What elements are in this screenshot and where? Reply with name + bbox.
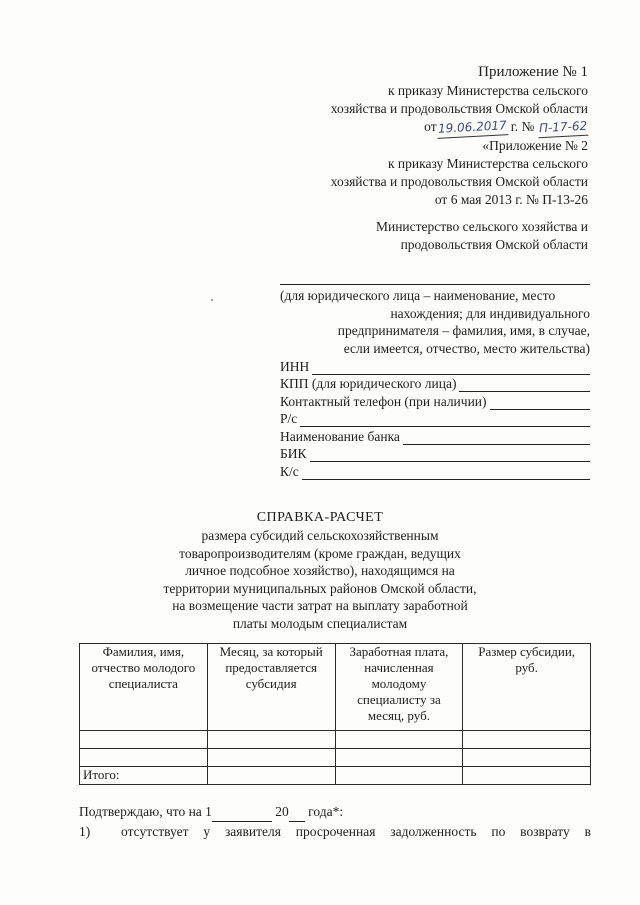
field-kpp-label: КПП (для юридического лица) — [280, 376, 457, 391]
confirm-text-b: 20 — [275, 804, 289, 819]
applicant-note-line2: нахождения; для индивидуального — [390, 305, 590, 321]
header-subsidy: Размер субсидии, руб. — [463, 644, 591, 731]
table-cell[interactable] — [463, 731, 591, 749]
field-inn-label: ИНН — [280, 358, 310, 374]
title-heading: СПРАВКА-РАСЧЕТ — [256, 510, 384, 525]
applicant-name-line[interactable] — [280, 270, 590, 285]
field-rs-blank[interactable] — [300, 414, 590, 427]
field-rs — [280, 410, 590, 428]
table-cell[interactable] — [463, 767, 591, 785]
ministry-line2: продовольствия Омской области — [400, 237, 588, 252]
confirmation-line — [79, 803, 343, 822]
table-header-row — [80, 644, 591, 731]
field-bank-label: Наименование банка — [280, 428, 400, 444]
confirm-year-blank[interactable] — [289, 803, 305, 822]
applicant-note-line3: предпринимателя – фамилия, имя, в случае, — [337, 323, 590, 338]
table-cell[interactable] — [207, 749, 335, 767]
table-cell[interactable] — [80, 731, 208, 749]
appendix-header — [258, 62, 588, 209]
title-line5: на возмещение части затрат на выплату заработной — [172, 598, 468, 613]
total-label: Итого: — [80, 767, 208, 785]
field-phone-label: Контактный телефон (при наличии) — [280, 393, 487, 409]
field-bik-label: БИК — [280, 446, 307, 461]
title-line4: территории муниципальных районов Омской области, — [163, 580, 477, 596]
appendix-2-line2: хозяйства и продовольствия Омской области — [330, 174, 588, 189]
table-cell[interactable] — [335, 749, 463, 767]
title-line3: личное подсобное хозяйство), находящимся на — [185, 563, 455, 578]
header-month: Месяц, за который предоставляется субсидия — [207, 644, 335, 731]
applicant-note — [280, 287, 590, 357]
header-name: Фамилия, имя, отчество молодого специалиста — [80, 644, 208, 731]
ministry-line1: Министерство сельского хозяйства и — [375, 219, 588, 234]
field-bank-blank[interactable] — [403, 432, 590, 445]
field-ks-label: К/с — [280, 463, 299, 479]
field-ks-blank[interactable] — [302, 467, 590, 480]
handwritten-date: 19.06.2017 — [436, 116, 508, 139]
appendix-2-date: от 6 мая 2013 г. № П-13-26 — [434, 192, 588, 207]
header-salary: Заработная плата, начисленная молодому специалисту за месяц, руб. — [335, 644, 463, 731]
field-rs-label: Р/с — [280, 411, 298, 426]
field-phone-blank[interactable] — [490, 397, 590, 410]
title-line1: размера субсидий сельскохозяйственным — [201, 528, 439, 543]
appendix-1-date — [258, 118, 588, 137]
applicant-note-line1: (для юридического лица – наименование, место — [280, 288, 556, 303]
field-inn — [280, 357, 590, 375]
field-inn-blank[interactable] — [312, 362, 590, 375]
list-item-number: 1) — [79, 824, 91, 839]
field-kpp — [280, 375, 590, 393]
list-item — [79, 823, 591, 841]
appendix-1-line1: к приказу Министерства сельского — [387, 83, 588, 98]
field-bank — [280, 427, 590, 445]
appendix-2-line1: к приказу Министерства сельского — [387, 156, 588, 171]
table-cell[interactable] — [207, 731, 335, 749]
table-row — [80, 749, 591, 767]
table-cell[interactable] — [207, 767, 335, 785]
field-kpp-blank[interactable] — [459, 379, 590, 392]
number-prefix: г. № — [510, 119, 535, 134]
table-cell[interactable] — [335, 767, 463, 785]
document-title — [0, 509, 640, 632]
date-prefix: от — [424, 119, 437, 134]
table-cell[interactable] — [463, 749, 591, 767]
confirm-text-c: года*: — [308, 804, 344, 819]
field-ks — [280, 462, 590, 480]
confirm-text-a: Подтверждаю, что на 1 — [79, 804, 212, 819]
table-cell[interactable] — [80, 749, 208, 767]
field-phone — [280, 392, 590, 410]
scan-speck — [211, 299, 213, 301]
title-line6: платы молодым специалистам — [232, 615, 408, 631]
list-item-text: отсутствует у заявителя просроченная задолженность по возврату в — [121, 824, 591, 839]
field-bik-blank[interactable] — [310, 449, 590, 462]
calculation-table — [79, 643, 591, 785]
table-row — [80, 731, 591, 749]
table-cell[interactable] — [335, 731, 463, 749]
appendix-1-line2: хозяйства и продовольствия Омской области — [330, 101, 588, 116]
title-line2: товаропроизводителям (кроме граждан, ведущих — [179, 545, 461, 561]
field-bik — [280, 445, 590, 463]
handwritten-number: П-17-62 — [537, 117, 588, 139]
appendix-2-title: «Приложение № 2 — [482, 138, 588, 153]
applicant-note-line4: если имеется, отчество, место жительства) — [343, 340, 590, 356]
appendix-1-title: Приложение № 1 — [478, 64, 588, 80]
applicant-block — [280, 270, 590, 480]
table-total-row — [80, 767, 591, 785]
confirm-date-blank[interactable] — [212, 803, 272, 822]
recipient-ministry — [376, 218, 588, 254]
